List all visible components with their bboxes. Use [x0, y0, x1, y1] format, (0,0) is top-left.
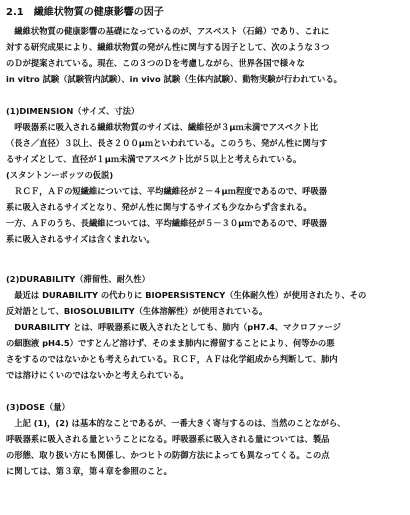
text-line: さをするのではないかとも考えられている。ＲＣＦ，ＡＦは化学組成から判断して、肺内 [6, 354, 338, 364]
spacer [6, 263, 402, 271]
text-line: のＤが提案されている。現在、この３つのＤを考慮しながら、世界各国で様々な [6, 58, 305, 68]
dimension-section [6, 103, 402, 247]
text-line: DURABILITY とは、呼吸器系に吸入されたとしても、肺内（pH7.4、マクロファージ [6, 322, 341, 332]
dose-heading: (3)DOSE（量） [6, 402, 70, 412]
dimension-heading: (1)DIMENSION（サイズ、寸法） [6, 106, 140, 116]
text-line: 系に吸入されるサイズは含くまれない。 [6, 234, 155, 244]
text-line: in vitro 試験（試験管内試験）、in vivo 試験（生体内試験）、動物実験が行われている。 [6, 74, 342, 84]
text-line: 対する研究成果により、繊維状物質の発がん性に関与する因子として、次のような３つ [6, 42, 330, 52]
section-title: 2.1 繊維状物質の健康影響の因子 [6, 7, 164, 18]
text-line: 繊維状物質の健康影響の基礎になっているのが、アスベスト（石綿）であり、これに [6, 26, 330, 36]
spacer [6, 383, 402, 399]
text-line: の細胞液 pH4.5）ですとんど溶けず、そのまま肺内に滞留することにより、何等かの悪 [6, 338, 335, 348]
text-line: (スタントンーポッツの仮説) [6, 170, 114, 180]
durability-heading: (2)DURABILITY（滞留性、耐久性） [6, 274, 150, 284]
spacer [6, 247, 402, 263]
intro-paragraph [6, 23, 402, 87]
text-line: （長さ／直径）３以上、長さ２００μｍといわれている。このうち、発がん性に関与す [6, 138, 328, 148]
text-line: 呼吸器系に吸入される繊維状物質のサイズは、繊維径が３μｍ未満でアスペクト比 [6, 122, 319, 132]
text-line: るサイズとして、直径が１μｍ未満でアスペクト比が５以上と考えられている。 [6, 154, 302, 164]
text-line: の形態、取り扱い方にも関係し、かつヒトの防御方法によっても異なってくる。この点 [6, 450, 330, 460]
text-line: ＲＣＦ，ＡＦの短繊維については、平均繊維径が２－４μｍ程度であるので、呼吸器 [6, 186, 328, 196]
text-line: 上記 (1)，(2) は基本的なことであるが、一番大きく寄与するのは、当然のことながら、 [6, 418, 346, 428]
text-line: に関しては、第３章，第４章を参照のこと。 [6, 466, 172, 476]
text-line: 呼吸器系に吸入される量ということになる。呼吸器系に吸入される量については、製品 [6, 434, 330, 444]
text-line: 反対語として、BIOSOLUBILITY（生体溶解性）が使用されている。 [6, 306, 268, 316]
text-line: 一方、ＡＦのうち、長繊維については、平均繊維径が５－３０μｍであるので、呼吸器 [6, 218, 328, 228]
spacer [6, 87, 402, 103]
durability-section [6, 271, 402, 383]
text-line: では溶けにくいのではないかと考えられている。 [6, 370, 189, 380]
text-line: 最近は DURABILITY の代わりに BIOPERSISTENCY（生体耐久性）が使用されたり、その [6, 290, 367, 300]
text-line: 系に吸入されるサイズとなり、発がん性に関与するサイズも少なからず含まれる。 [6, 202, 312, 212]
dose-section [6, 399, 402, 479]
